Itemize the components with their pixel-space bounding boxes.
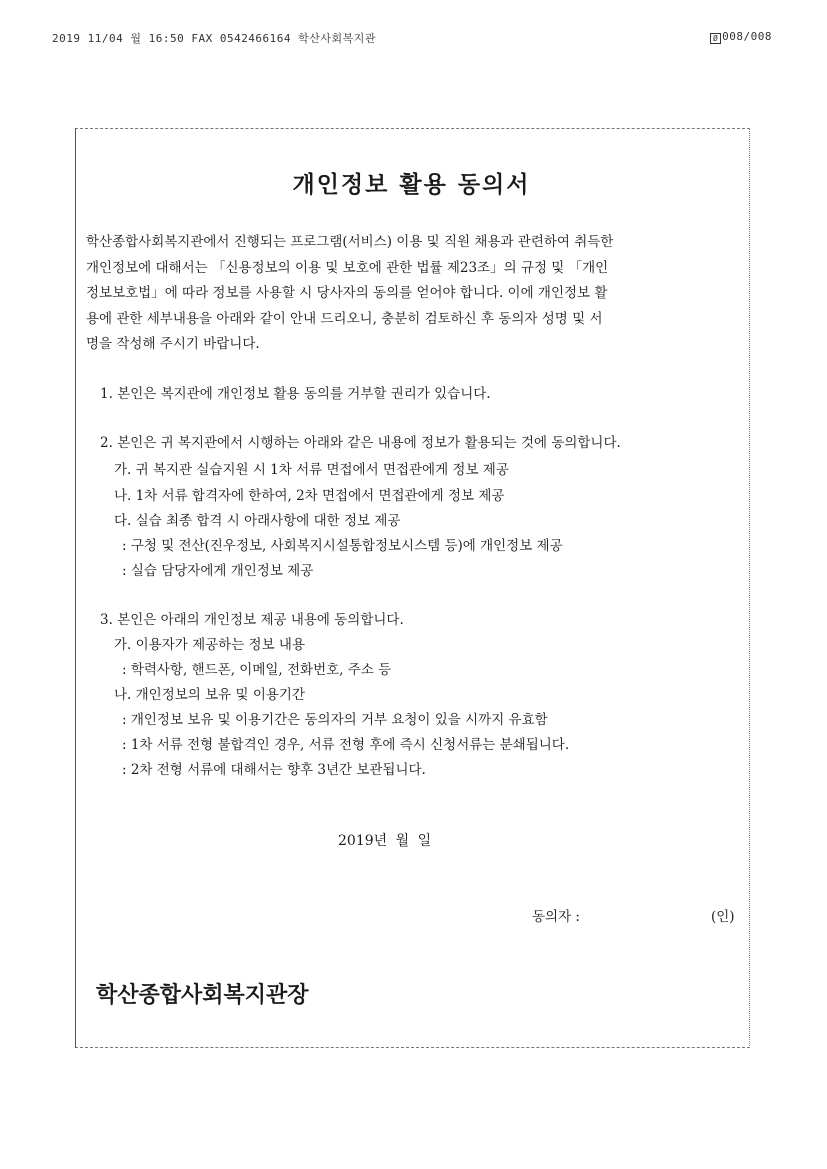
consent-item-3-ga-detail: : 학력사항, 핸드폰, 이메일, 전화번호, 주소 등 — [122, 662, 392, 678]
consent-item-2-da-detail: : 실습 담당자에게 개인정보 제공 — [122, 563, 314, 579]
consent-item-3-ga: 가. 이용자가 제공하는 정보 내용 — [114, 637, 305, 653]
intro-line: 명을 작성해 주시기 바랍니다. — [86, 336, 260, 352]
consent-item-2-na: 나. 1차 서류 합격자에 한하여, 2차 면접에서 면접관에게 정보 제공 — [114, 488, 505, 504]
seal-label: (인) — [711, 909, 735, 925]
fax-page-text: 008/008 — [722, 30, 772, 43]
consent-item-3: 3. 본인은 아래의 개인정보 제공 내용에 동의합니다. — [100, 612, 404, 628]
fax-page-number — [710, 30, 772, 44]
fax-header-text: 2019 11/04 월 16:50 FAX 0542466164 학산사회복지관 — [52, 32, 377, 45]
consent-item-3-na: 나. 개인정보의 보유 및 이용기간 — [114, 687, 305, 703]
fax-header — [52, 30, 772, 50]
intro-paragraph — [86, 230, 746, 358]
consent-item-3-na-detail: : 1차 서류 전형 불합격인 경우, 서류 전형 후에 즉시 신청서류는 분쇄됩니다. — [122, 737, 570, 753]
intro-line: 용에 관한 세부내용을 아래와 같이 안내 드리오니, 충분히 검토하신 후 동의자 성명 및 서 — [86, 310, 603, 327]
organization-name: 학산종합사회복지관장 — [96, 983, 309, 1008]
signer-label: 동의자 : — [532, 909, 580, 925]
consent-item-2-ga: 가. 귀 복지관 실습지원 시 1차 서류 면접에서 면접관에게 정보 제공 — [114, 462, 509, 478]
intro-line: 개인정보에 대해서는 「신용정보의 이용 및 보호에 관한 법률 제23조」의 규정 및 「개인 — [86, 259, 609, 276]
consent-item-2-da-detail: : 구청 및 전산(진우정보, 사회복지시설통합정보시스템 등)에 개인정보 제공 — [122, 538, 563, 554]
consent-item-3-na-detail: : 2차 전형 서류에 대해서는 향후 3년간 보관됩니다. — [122, 762, 426, 778]
consent-item-3-na-detail: : 개인정보 보유 및 이용기간은 동의자의 거부 요청이 있을 시까지 유효함 — [122, 712, 548, 728]
consent-item-1: 1. 본인은 복지관에 개인정보 활용 동의를 거부할 권리가 있습니다. — [100, 386, 491, 402]
fax-mark-icon: Ø — [710, 33, 721, 44]
consent-item-2-da: 다. 실습 최종 합격 시 아래사항에 대한 정보 제공 — [114, 513, 401, 529]
consent-item-2: 2. 본인은 귀 복지관에서 시행하는 아래와 같은 내용에 정보가 활용되는 것에 동의합니다. — [100, 435, 621, 451]
intro-line: 학산종합사회복지관에서 진행되는 프로그램(서비스) 이용 및 직원 채용과 관련하여 취득한 — [86, 234, 614, 250]
intro-line: 정보보호법」에 따라 정보를 사용할 시 당사자의 동의를 얻어야 합니다. 이에 개인정보 활 — [86, 285, 608, 301]
date-line: 2019년 월 일 — [338, 833, 432, 849]
document-title: 개인정보 활용 동의서 — [292, 172, 531, 198]
